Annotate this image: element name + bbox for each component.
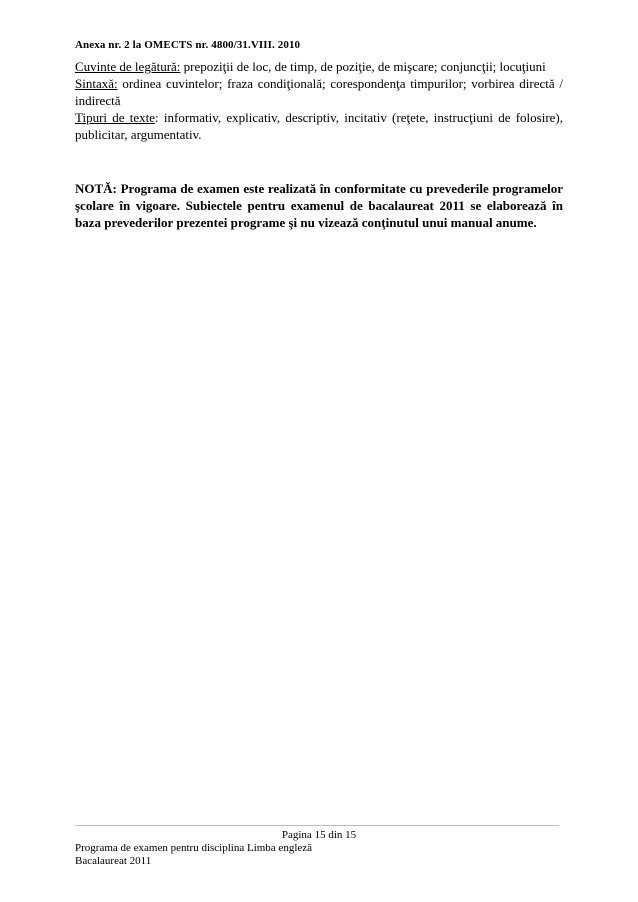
footer-line-bacalaureat: Bacalaureat 2011 bbox=[75, 855, 152, 867]
footer-line-programa: Programa de examen pentru disciplina Limba engleză bbox=[75, 842, 313, 854]
section-label: Sintaxă: bbox=[75, 76, 118, 91]
section-text: : informativ, explicativ, descriptiv, incitativ (reţete, instrucţiuni de folosire), publicitar, argumentativ. bbox=[75, 110, 563, 142]
section-text: ordinea cuvintelor; fraza condiţională; corespondenţa timpurilor; vorbirea directă / indirectă bbox=[75, 76, 563, 108]
page-footer bbox=[75, 842, 312, 868]
section-text: prepoziţii de loc, de timp, de poziţie, de mişcare; conjuncţii; locuţiuni bbox=[180, 59, 546, 74]
footer-divider bbox=[75, 825, 559, 826]
content-sections bbox=[75, 58, 563, 143]
section-cuvinte-de-legatura bbox=[75, 58, 563, 75]
section-label: Cuvinte de legătură: bbox=[75, 59, 181, 74]
nota-paragraph: NOTĂ: Programa de examen este realizată în conformitate cu prevederile programelor şcolare în vigoare. Subiectele pentru examenul de bacalaureat 2011 se elaborează în baza prevederilor prezentei programe şi nu vizează conţinutul unui manual anume. bbox=[75, 181, 563, 230]
section-label: Tipuri de texte bbox=[75, 110, 156, 125]
section-tipuri-de-texte bbox=[75, 109, 563, 143]
page-header-title: Anexa nr. 2 la OMECTS nr. 4800/31.VIII. 2010 bbox=[75, 39, 301, 51]
section-sintaxa bbox=[75, 75, 563, 109]
page-number: Pagina 15 din 15 bbox=[281, 829, 357, 841]
